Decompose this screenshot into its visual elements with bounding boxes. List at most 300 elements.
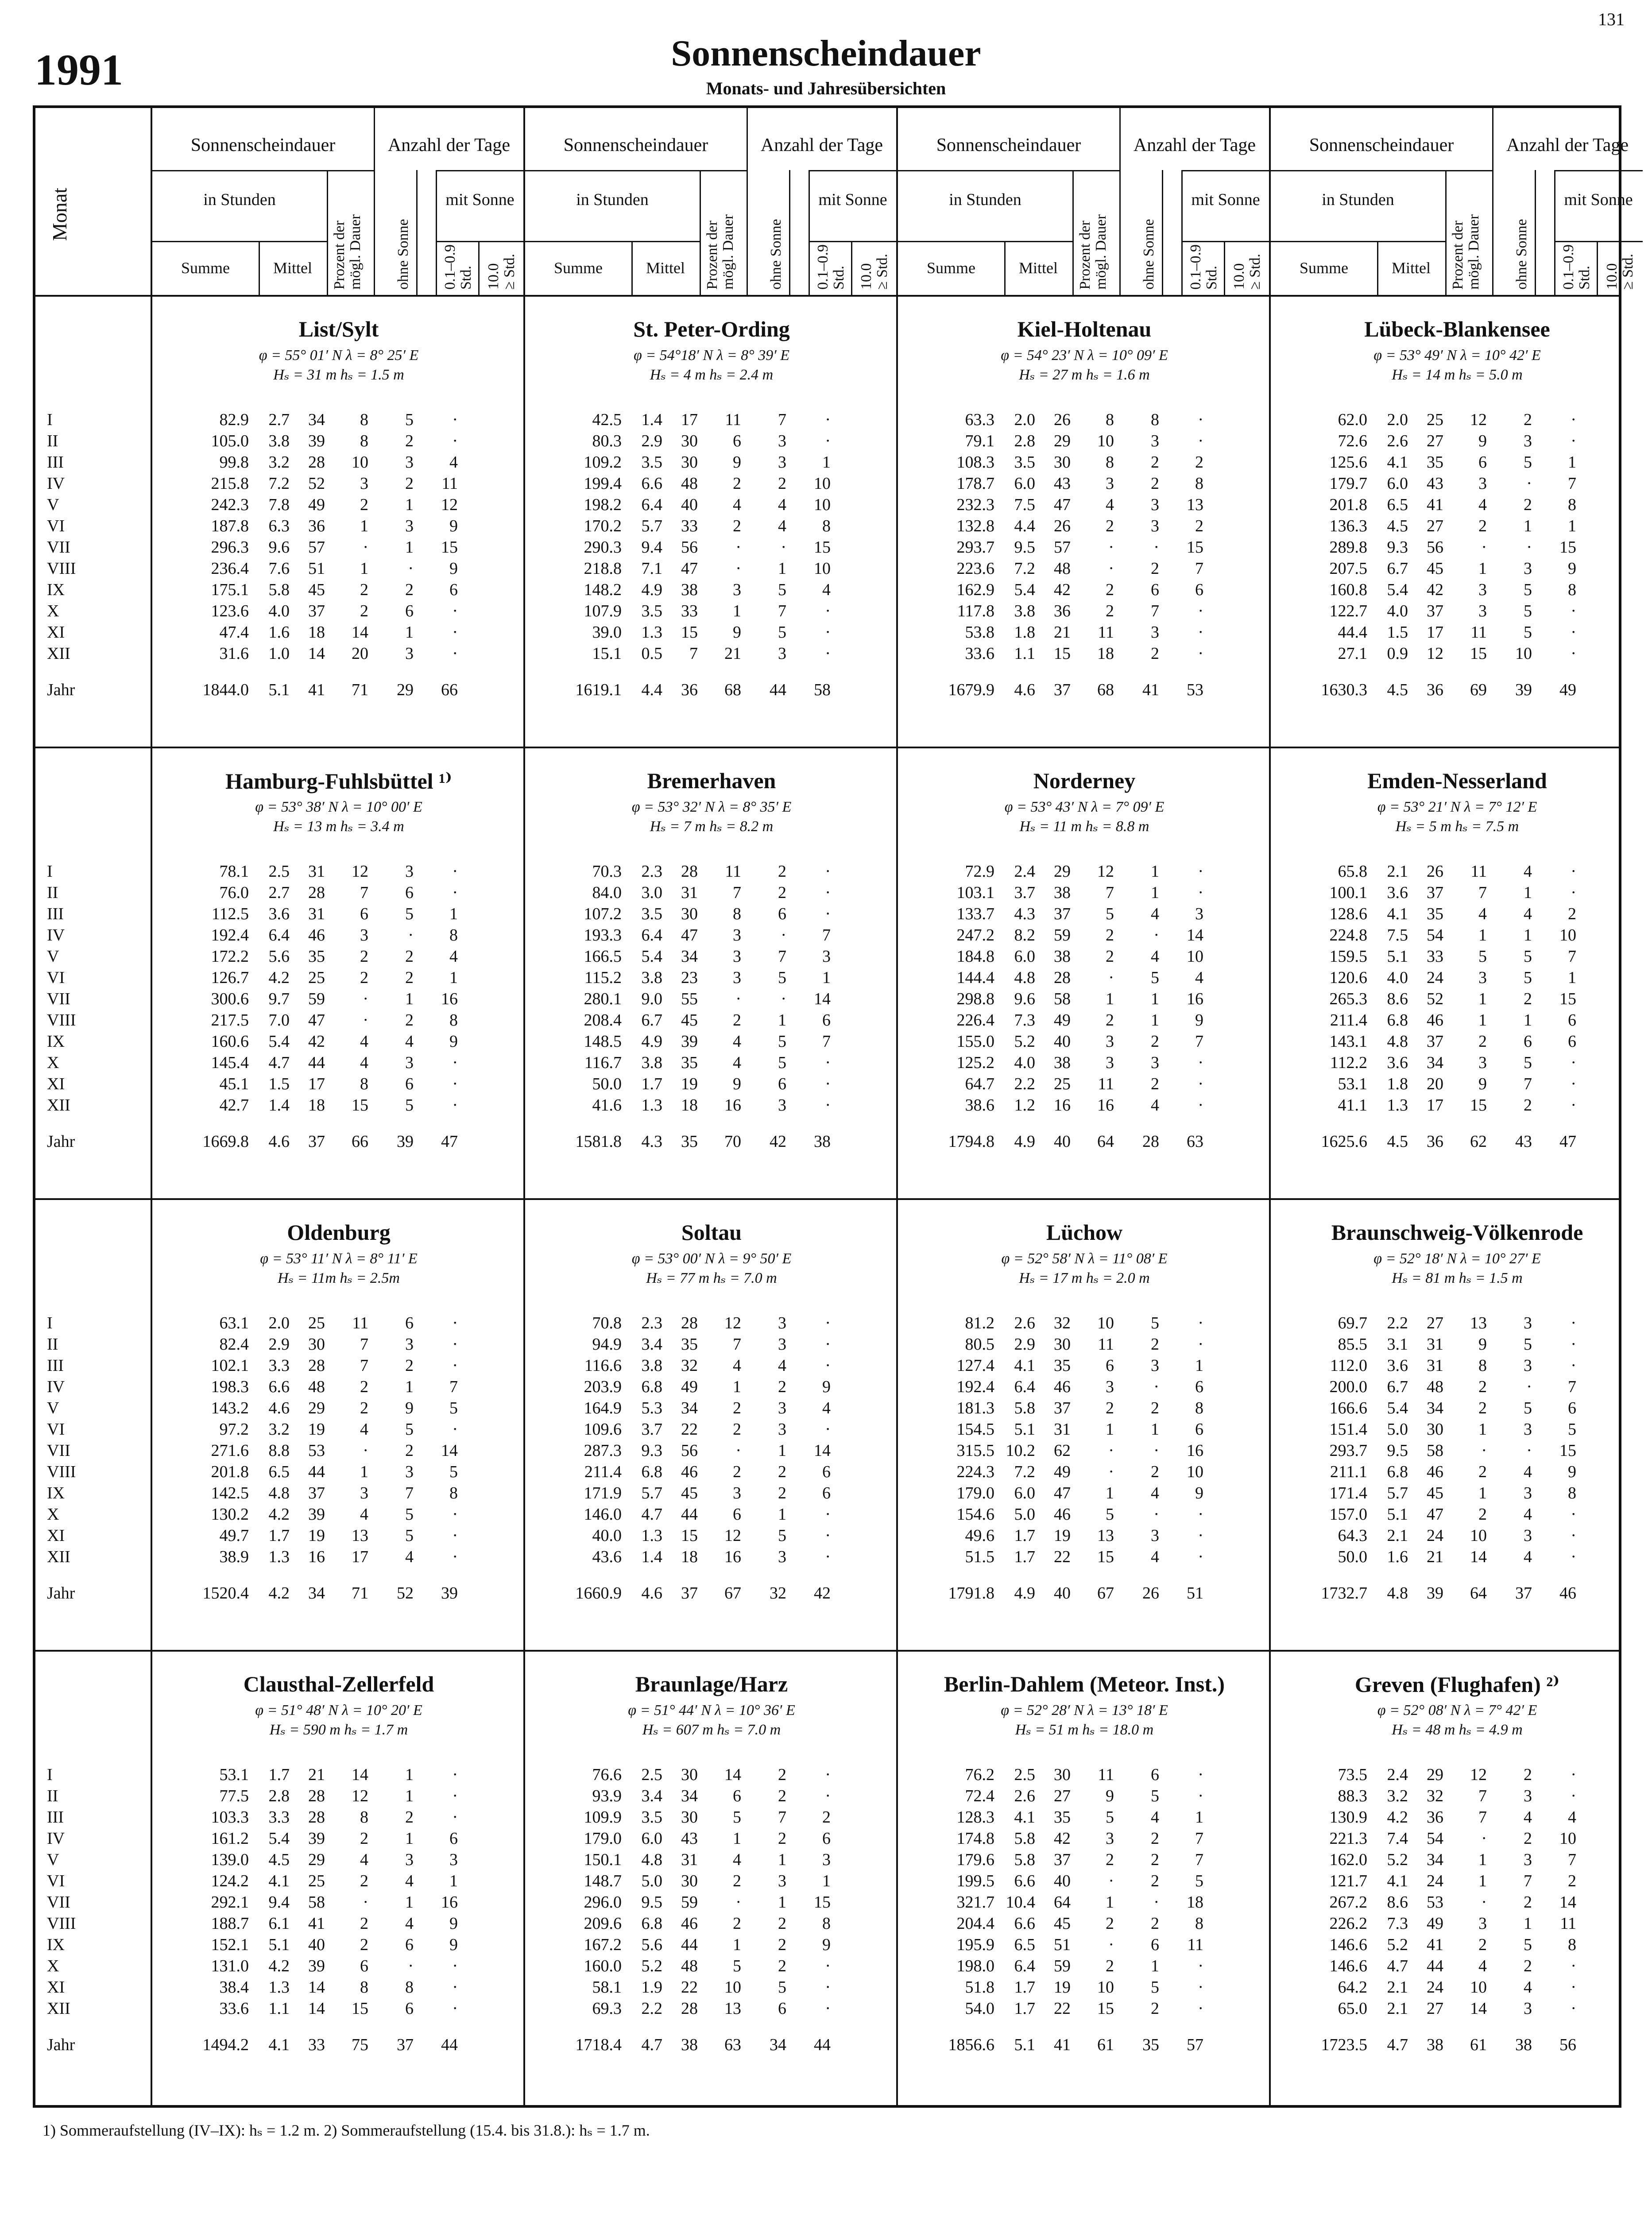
- month-row: [525, 1526, 898, 1547]
- table-cell: 40: [681, 495, 698, 514]
- table-cell: 42: [1427, 581, 1443, 599]
- table-cell: 3: [360, 926, 368, 944]
- table-cell: 42.5: [592, 410, 622, 429]
- footnote: 1) Sommeraufstellung (IV–IX): hₛ = 1.2 m. 2) Sommeraufstellung (15.4. bis 31.8.): hₛ = 1.7 m.: [43, 2121, 650, 2139]
- table-cell: 44: [770, 681, 786, 699]
- table-cell: 4: [1478, 905, 1487, 923]
- table-cell: 265.3: [1329, 990, 1367, 1008]
- month-row: [152, 1313, 525, 1335]
- table-cell: ·: [1481, 1893, 1487, 1912]
- month-row: [1271, 623, 1644, 644]
- table-cell: 97.2: [219, 1420, 249, 1439]
- month-row: [152, 538, 525, 559]
- table-cell: 1: [1106, 990, 1114, 1008]
- header-percent-line1: Prozent der: [331, 221, 348, 290]
- month-row: [152, 1786, 525, 1808]
- table-cell: 5: [778, 1053, 786, 1072]
- month-row: [152, 431, 525, 453]
- table-cell: 45: [681, 1011, 698, 1030]
- table-cell: 8.6: [1387, 1893, 1408, 1912]
- month-row: [898, 1441, 1271, 1462]
- table-cell: 41.1: [1338, 1096, 1367, 1115]
- table-cell: 1: [449, 968, 458, 987]
- month-row: [898, 453, 1271, 474]
- table-cell: 154.5: [956, 1420, 994, 1439]
- table-cell: 6.6: [268, 1378, 290, 1396]
- table-cell: 6: [405, 883, 414, 902]
- table-cell: 2: [1478, 1032, 1487, 1051]
- table-cell: 1: [822, 453, 831, 472]
- table-cell: ·: [1198, 1053, 1203, 1072]
- table-cell: 146.6: [1329, 1935, 1367, 1954]
- station-block: [1271, 295, 1644, 747]
- table-cell: ·: [825, 602, 831, 620]
- table-cell: 2: [405, 1441, 414, 1460]
- table-cell: 3: [778, 1096, 786, 1115]
- table-cell: 47.4: [219, 623, 249, 642]
- station-coordinates: φ = 53° 00′ N λ = 9° 50′ E: [631, 1250, 792, 1267]
- table-cell: 37: [308, 1484, 325, 1502]
- month-row: [1271, 1032, 1644, 1053]
- table-cell: 2.6: [1014, 1314, 1035, 1332]
- table-cell: 14: [308, 1999, 325, 2018]
- table-cell: 33.6: [219, 1999, 249, 2018]
- month-row: [898, 1398, 1271, 1420]
- year-total-row: [1271, 680, 1644, 701]
- table-cell: 3: [1106, 1378, 1114, 1396]
- rule: [1119, 108, 1121, 295]
- table-cell: ·: [408, 926, 414, 944]
- header-without-sun: ohne Sonne: [768, 219, 784, 290]
- table-cell: 15: [814, 1893, 831, 1912]
- month-row: [152, 925, 525, 947]
- table-cell: 4: [1195, 968, 1203, 987]
- table-cell: 199.5: [956, 1872, 994, 1890]
- table-cell: 2: [778, 474, 786, 493]
- table-cell: 3.5: [641, 905, 662, 923]
- table-cell: 103.3: [211, 1808, 249, 1827]
- table-cell: 15: [1470, 1096, 1487, 1115]
- table-cell: 6: [360, 905, 368, 923]
- table-cell: 161.2: [211, 1829, 249, 1848]
- month-row: [525, 883, 898, 904]
- table-cell: ·: [735, 538, 741, 557]
- table-cell: 4.3: [1014, 905, 1035, 923]
- table-cell: 11: [1098, 1765, 1114, 1784]
- table-cell: 175.1: [211, 581, 249, 599]
- month-row: [152, 1935, 525, 1956]
- table-cell: 8: [360, 1808, 368, 1827]
- table-cell: 5.1: [268, 1935, 290, 1954]
- table-cell: 1.7: [1014, 1978, 1035, 1997]
- table-cell: 3: [449, 1850, 458, 1869]
- month-row: [152, 1893, 525, 1914]
- table-cell: 4.9: [641, 1032, 662, 1051]
- table-cell: 5.6: [641, 1935, 662, 1954]
- table-cell: 44: [308, 1463, 325, 1481]
- table-cell: 15: [1559, 990, 1576, 1008]
- table-cell: 9.5: [1387, 1441, 1408, 1460]
- year-total-row: [1271, 1132, 1644, 1153]
- month-row: [898, 1377, 1271, 1398]
- month-label: XI: [47, 1075, 65, 1093]
- month-row: [1271, 1462, 1644, 1483]
- table-cell: 7.5: [1387, 926, 1408, 944]
- table-cell: 53: [308, 1441, 325, 1460]
- table-cell: 80.5: [965, 1335, 994, 1354]
- table-cell: 3: [1524, 1526, 1532, 1545]
- table-cell: 39: [308, 1829, 325, 1848]
- table-cell: ·: [825, 1526, 831, 1545]
- table-cell: 1: [1151, 1011, 1159, 1030]
- table-cell: 12: [352, 862, 368, 881]
- table-cell: 2: [778, 1765, 786, 1784]
- table-cell: 5: [1524, 602, 1532, 620]
- table-cell: 29: [1427, 1765, 1443, 1784]
- table-cell: 2: [1106, 602, 1114, 620]
- table-cell: 11: [725, 410, 741, 429]
- table-cell: ·: [825, 1978, 831, 1997]
- rule: [631, 241, 633, 295]
- table-cell: 17: [308, 1075, 325, 1093]
- month-row: [525, 1053, 898, 1074]
- month-row: [898, 883, 1271, 904]
- table-cell: 1: [778, 1850, 786, 1869]
- table-cell: 45: [1054, 1914, 1071, 1933]
- table-cell: 5.7: [641, 1484, 662, 1502]
- month-row: [898, 1313, 1271, 1335]
- table-cell: 2.9: [641, 432, 662, 450]
- table-cell: 44: [681, 1505, 698, 1524]
- month-row: [898, 516, 1271, 538]
- table-cell: ·: [452, 602, 458, 620]
- table-cell: 3.1: [1387, 1335, 1408, 1354]
- table-cell: 4: [449, 453, 458, 472]
- table-cell: 1: [778, 1441, 786, 1460]
- table-cell: 53.8: [965, 623, 994, 642]
- table-cell: 139.0: [211, 1850, 249, 1869]
- month-row: [525, 644, 898, 665]
- table-cell: 7: [1195, 1829, 1203, 1848]
- table-cell: 38: [1427, 2036, 1443, 2054]
- table-cell: 2: [1151, 1914, 1159, 1933]
- table-cell: 5: [1524, 1053, 1532, 1072]
- table-cell: 2: [733, 1914, 741, 1933]
- month-label: II: [47, 432, 58, 450]
- table-cell: 8: [360, 1978, 368, 1997]
- table-cell: 6.8: [641, 1378, 662, 1396]
- table-cell: 17: [1427, 623, 1443, 642]
- table-cell: 4.9: [1014, 1132, 1035, 1151]
- month-label: X: [47, 1957, 59, 1975]
- table-cell: 6.4: [641, 495, 662, 514]
- table-cell: 5: [1524, 968, 1532, 987]
- table-cell: 41: [1427, 1935, 1443, 1954]
- month-row: [152, 1010, 525, 1032]
- table-cell: 179.6: [956, 1850, 994, 1869]
- table-cell: 224.3: [956, 1463, 994, 1481]
- station-block: [898, 1198, 1271, 1650]
- month-row: [1271, 1335, 1644, 1356]
- table-cell: 5.1: [1387, 1505, 1408, 1524]
- table-cell: 9: [449, 1914, 458, 1933]
- table-cell: 37: [1427, 883, 1443, 902]
- table-cell: 1: [1151, 1420, 1159, 1439]
- table-cell: 4: [1151, 1484, 1159, 1502]
- table-cell: 10: [1515, 644, 1532, 663]
- table-cell: 4: [778, 517, 786, 535]
- table-cell: 11: [1187, 1935, 1203, 1954]
- table-cell: 1: [1151, 1957, 1159, 1975]
- table-cell: 5: [1478, 947, 1487, 966]
- table-cell: 2.5: [641, 1765, 662, 1784]
- table-cell: 5.8: [1014, 1850, 1035, 1869]
- table-cell: 8: [1106, 453, 1114, 472]
- table-cell: ·: [1108, 968, 1114, 987]
- table-cell: 4: [1524, 905, 1532, 923]
- month-label: IX: [47, 581, 65, 599]
- month-row: [898, 1999, 1271, 2020]
- month-row: [152, 1547, 525, 1568]
- table-cell: 12: [724, 1314, 741, 1332]
- table-cell: 30: [681, 1765, 698, 1784]
- table-cell: 3.7: [1014, 883, 1035, 902]
- table-cell: 10: [1470, 1978, 1487, 1997]
- table-cell: 112.2: [1330, 1053, 1367, 1072]
- month-row: [525, 1547, 898, 1568]
- table-cell: 6.3: [268, 517, 290, 535]
- month-label: VII: [47, 1441, 70, 1460]
- month-row: [1271, 516, 1644, 538]
- month-row: [898, 1095, 1271, 1117]
- month-row: [525, 559, 898, 580]
- table-cell: 6.4: [268, 926, 290, 944]
- table-cell: 1.6: [1387, 1548, 1408, 1566]
- table-cell: 2: [1195, 517, 1203, 535]
- header-with-sun: mit Sonne: [1191, 190, 1260, 209]
- table-cell: 5.7: [1387, 1484, 1408, 1502]
- table-cell: 53.1: [1338, 1075, 1367, 1093]
- table-cell: 34: [770, 2036, 786, 2054]
- table-cell: 1581.8: [575, 1132, 622, 1151]
- station-block: [898, 1650, 1271, 2102]
- station-heights: Hₛ = 590 m hₛ = 1.7 m: [269, 1722, 408, 1738]
- table-cell: 2: [1106, 1399, 1114, 1417]
- table-cell: 34: [681, 1399, 698, 1417]
- table-cell: 8: [1568, 495, 1576, 514]
- table-cell: 2: [778, 1914, 786, 1933]
- station-heights: Hₛ = 7 m hₛ = 8.2 m: [650, 818, 774, 835]
- table-cell: 3: [1195, 905, 1203, 923]
- station-coordinates: φ = 53° 32′ N λ = 8° 35′ E: [631, 799, 792, 815]
- table-cell: ·: [825, 1096, 831, 1115]
- table-cell: 15: [1559, 1441, 1576, 1460]
- table-cell: 34: [308, 410, 325, 429]
- month-label: III: [47, 1808, 64, 1827]
- table-cell: 46: [681, 1463, 698, 1481]
- station-block: [525, 747, 898, 1198]
- table-cell: 15: [1054, 644, 1071, 663]
- table-cell: 6: [1568, 1032, 1576, 1051]
- month-row: [898, 559, 1271, 580]
- station-coordinates: φ = 51° 44′ N λ = 10° 36′ E: [628, 1702, 795, 1719]
- table-cell: 4.1: [268, 2036, 290, 2054]
- table-cell: 4.7: [641, 1505, 662, 1524]
- table-cell: 179.0: [956, 1484, 994, 1502]
- table-cell: 3: [1106, 1032, 1114, 1051]
- table-cell: 19: [681, 1075, 698, 1093]
- table-cell: 69.3: [592, 1999, 622, 2018]
- table-cell: 7: [778, 947, 786, 966]
- table-cell: 10: [814, 559, 831, 578]
- table-cell: 28: [1142, 1132, 1159, 1151]
- table-cell: 1: [822, 1872, 831, 1890]
- table-cell: 6.5: [1014, 1935, 1035, 1954]
- station-name: Emden-Nesserland: [1367, 768, 1547, 793]
- table-cell: 3: [778, 1872, 786, 1890]
- table-cell: 166.5: [584, 947, 622, 966]
- table-cell: 3.5: [1014, 453, 1035, 472]
- table-cell: 11: [1560, 1914, 1576, 1933]
- month-label: IX: [47, 1484, 65, 1502]
- table-cell: 40: [308, 1935, 325, 1954]
- table-cell: 1.5: [1387, 623, 1408, 642]
- table-cell: 2.0: [1387, 410, 1408, 429]
- table-cell: 66: [352, 1132, 368, 1151]
- table-cell: 3: [405, 1463, 414, 1481]
- table-cell: ·: [781, 926, 786, 944]
- month-row: [525, 1956, 898, 1978]
- table-cell: 9.5: [1014, 538, 1035, 557]
- table-cell: 54: [1427, 926, 1443, 944]
- table-cell: 5: [1524, 1935, 1532, 1954]
- table-cell: 3.2: [1387, 1787, 1408, 1805]
- table-cell: 2: [405, 432, 414, 450]
- month-row: [1271, 1313, 1644, 1335]
- table-cell: 39.0: [592, 623, 622, 642]
- table-cell: 2.0: [268, 1314, 290, 1332]
- month-label: I: [47, 862, 53, 881]
- month-row: [1271, 644, 1644, 665]
- table-cell: 6: [1568, 1011, 1576, 1030]
- table-cell: 1723.5: [1321, 2036, 1367, 2054]
- month-row: [898, 410, 1271, 431]
- table-cell: ·: [1153, 1505, 1159, 1524]
- table-cell: 8.6: [1387, 990, 1408, 1008]
- month-row: [525, 1893, 898, 1914]
- table-cell: 4.7: [641, 2036, 662, 2054]
- table-cell: 14: [308, 1978, 325, 1997]
- table-cell: 2: [778, 1463, 786, 1481]
- table-cell: 7: [1478, 1787, 1487, 1805]
- table-cell: 3: [405, 1850, 414, 1869]
- table-cell: 27.1: [1338, 644, 1367, 663]
- month-row: [525, 623, 898, 644]
- table-cell: 29: [1054, 432, 1071, 450]
- table-cell: 10: [1097, 1978, 1114, 1997]
- table-cell: 5: [449, 1463, 458, 1481]
- table-cell: 10: [814, 474, 831, 493]
- month-row: [525, 1356, 898, 1377]
- table-cell: 16: [1187, 990, 1203, 1008]
- table-cell: 6: [1151, 1935, 1159, 1954]
- table-cell: 5: [405, 1505, 414, 1524]
- table-cell: 46: [308, 926, 325, 944]
- month-row: [898, 623, 1271, 644]
- table-cell: 125.6: [1329, 453, 1367, 472]
- table-cell: 16: [441, 990, 458, 1008]
- table-cell: 2.4: [1014, 862, 1035, 881]
- page-subtitle: Monats- und Jahresübersichten: [706, 78, 946, 98]
- table-cell: 321.7: [956, 1893, 994, 1912]
- table-cell: 3.4: [641, 1787, 662, 1805]
- table-cell: ·: [1108, 1872, 1114, 1890]
- year-label: Jahr: [47, 2036, 75, 2054]
- table-cell: 162.9: [956, 581, 994, 599]
- month-row: [898, 904, 1271, 925]
- table-cell: 217.5: [211, 1011, 249, 1030]
- table-cell: 1: [733, 602, 741, 620]
- station-block: [152, 747, 525, 1198]
- table-cell: 9.4: [641, 538, 662, 557]
- table-cell: 146.0: [584, 1505, 622, 1524]
- table-cell: 5.0: [1014, 1505, 1035, 1524]
- table-cell: ·: [1108, 1935, 1114, 1954]
- table-cell: 47: [681, 926, 698, 944]
- table-cell: 6: [1478, 453, 1487, 472]
- month-row: [525, 1074, 898, 1095]
- table-cell: 2: [1195, 453, 1203, 472]
- station-name: Braunschweig-Völkenrode: [1331, 1220, 1583, 1245]
- table-cell: 9: [449, 517, 458, 535]
- month-label: VIII: [47, 559, 76, 578]
- table-cell: 5.4: [1014, 581, 1035, 599]
- table-cell: 49: [308, 495, 325, 514]
- month-row: [1271, 1505, 1644, 1526]
- table-cell: ·: [1198, 623, 1203, 642]
- rule: [1181, 241, 1270, 242]
- month-row: [525, 601, 898, 623]
- table-cell: 4.2: [268, 1505, 290, 1524]
- table-cell: 5: [449, 1399, 458, 1417]
- table-cell: ·: [452, 1526, 458, 1545]
- table-cell: 199.4: [584, 474, 622, 493]
- table-cell: 4.7: [1387, 2036, 1408, 2054]
- table-cell: 6: [778, 1075, 786, 1093]
- table-cell: 4: [360, 1505, 368, 1524]
- table-cell: 14: [352, 1765, 368, 1784]
- table-cell: 211.1: [1330, 1463, 1367, 1481]
- table-cell: 179.0: [584, 1829, 622, 1848]
- rule: [1224, 241, 1225, 295]
- table-cell: 36: [681, 681, 698, 699]
- table-cell: 1: [1524, 1914, 1532, 1933]
- table-cell: 7.2: [268, 474, 290, 493]
- table-cell: 80.3: [592, 432, 622, 450]
- table-cell: 1: [1478, 1850, 1487, 1869]
- station-heights: Hₛ = 5 m hₛ = 7.5 m: [1395, 818, 1519, 835]
- month-row: [1271, 1483, 1644, 1505]
- station-coordinates: φ = 53° 11′ N λ = 8° 11′ E: [260, 1250, 418, 1267]
- table-cell: ·: [1571, 862, 1576, 881]
- table-cell: 58: [308, 1893, 325, 1912]
- table-cell: 1: [449, 905, 458, 923]
- table-cell: 56: [681, 538, 698, 557]
- table-cell: 162.0: [1329, 1850, 1367, 1869]
- table-cell: 66: [441, 681, 458, 699]
- table-cell: 2.4: [1387, 1765, 1408, 1784]
- table-cell: 1: [1151, 862, 1159, 881]
